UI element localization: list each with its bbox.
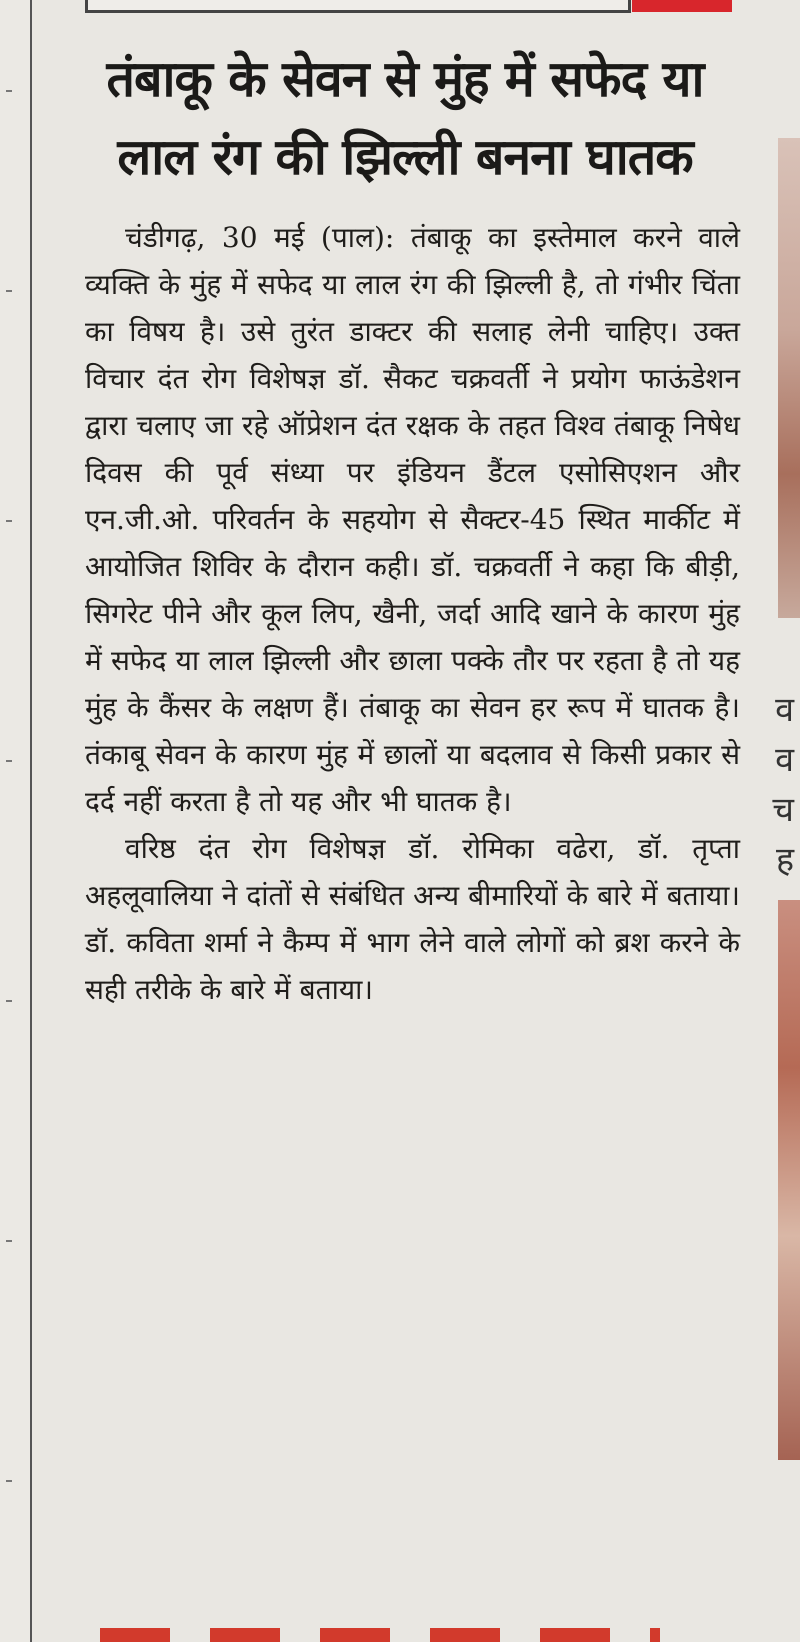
margin-tick <box>6 90 12 92</box>
adjacent-photo-top <box>778 138 800 618</box>
previous-article-box <box>85 0 631 13</box>
adjacent-photo-bottom <box>778 900 800 1460</box>
paragraph-1-text: तंबाकू का इस्तेमाल करने वाले व्यक्ति के मुंह में सफेद या लाल रंग की झिल्ली है, तो गंभीर चिंता का विषय है। उसे तुरंत डाक्टर की सलाह लेनी चाहिए। उक्त विचार दंत रोग विशेषज्ञ डॉ. सैकट चक्रवर्ती ने प्रयोग फाऊंडेशन द्वारा चलाए जा रहे ऑप्रेशन दंत रक्षक के तहत विश्व तंबाकू निषेध दिवस की पूर्व संध्या पर इंडियन डैंटल एसोसिएशन और एन.जी.ओ. परिवर्तन के सहयोग से सैक्टर-45 स्थित मार्कीट में आयोजित शिविर के दौरान कही। डॉ. चक्रवर्ती ने कहा कि बीड़ी, सिगरेट पीने और कूल लिप, खैनी, जर्दा आदि खाने के कारण मुंह में सफेद या लाल झिल्ली और छाला पक्के तौर पर रहता है तो यह मुंह के कैंसर के लक्षण हैं। तंबाकू का सेवन हर रूप में घातक है। तंकाबू सेवन के कारण मुंह में छालों या बदलाव से किसी प्रकार से दर्द नहीं करता है तो यह और भी घातक है। <box>85 221 740 818</box>
margin-tick <box>6 1240 12 1242</box>
red-section-tag <box>632 0 732 12</box>
article-headline: तंबाकू के सेवन से मुंह में सफेद या लाल रंग की झिल्ली बनना घातक <box>106 50 704 186</box>
margin-tick <box>6 760 12 762</box>
margin-tick <box>6 1000 12 1002</box>
next-headline-fragment <box>100 1628 660 1642</box>
news-article <box>60 40 750 1013</box>
left-page-margin <box>0 0 30 1642</box>
article-dateline: चंडीगढ़, 30 मई (पाल): <box>125 221 395 254</box>
column-divider <box>30 0 32 1642</box>
adjacent-text-fragment: च <box>772 790 794 830</box>
article-body <box>60 214 750 1013</box>
margin-tick <box>6 520 12 522</box>
margin-tick <box>6 1480 12 1482</box>
margin-tick <box>6 290 12 292</box>
adjacent-text-fragment: ह <box>775 840 794 880</box>
article-paragraph-2: वरिष्ठ दंत रोग विशेषज्ञ डॉ. रोमिका वढेरा, डॉ. तृप्ता अहलूवालिया ने दांतों से संबंधित अन्य बीमारियों के बारे में बताया। डॉ. कविता शर्मा ने कैम्प में भाग लेने वाले लोगों को ब्रश करने के सही तरीके के बारे में बताया। <box>85 832 740 1006</box>
adjacent-text-fragment: व <box>775 740 794 780</box>
adjacent-text-fragment: व <box>775 690 794 730</box>
article-paragraph-1 <box>85 214 740 825</box>
